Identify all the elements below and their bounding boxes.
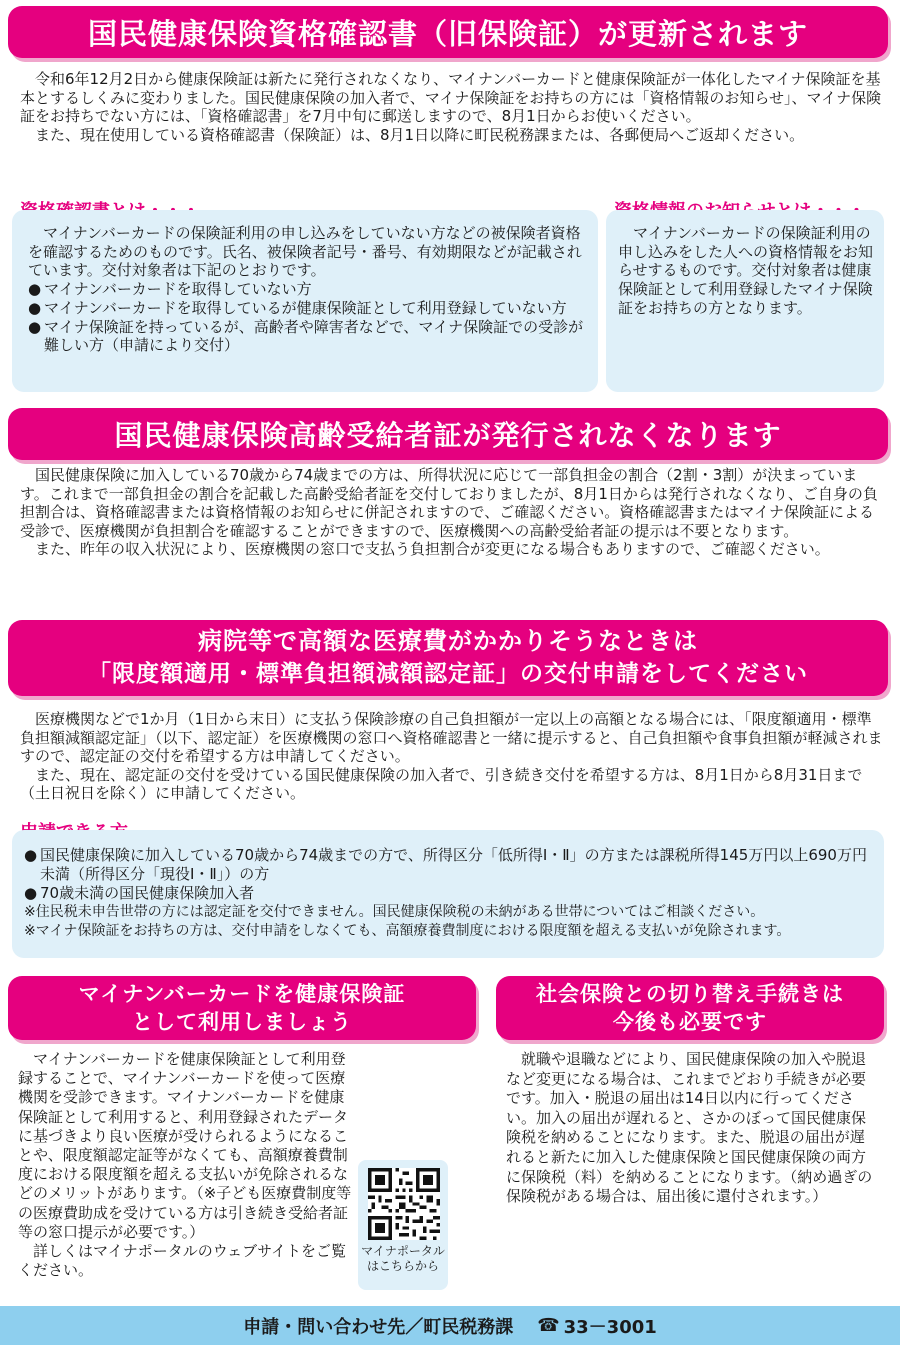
shinsei-note-1: ※住民税未申告世帯の方には認定証を交付できません。国民健康保険税の未納がある世帯についてはご相談ください。 xyxy=(24,904,765,920)
contact-label: 申請・問い合わせ先／町民税務課 xyxy=(243,1316,514,1338)
section3-heading-line1: 病院等で高額な医療費がかかりそうなときは xyxy=(198,627,698,655)
section4-text xyxy=(18,1050,354,1280)
section4-heading-line1: マイナンバーカードを健康保険証 xyxy=(78,982,406,1006)
bullet-icon: ● xyxy=(24,846,38,864)
shinsei-note-2: ※マイナ保険証をお持ちの方は、交付申請をしなくても、高額療養費制度における限度額を超える支払いが免除されます。 xyxy=(24,923,791,939)
shikaku-box-list xyxy=(28,280,588,355)
section2-paragraph-2: また、昨年の収入状況により、医療機関の窓口で支払う負担割合が変更になる場合もありますので、ご確認ください。 xyxy=(35,540,830,559)
qr-code-icon[interactable] xyxy=(368,1168,440,1240)
section4-paragraph-2: 詳しくはマイナポータルのウェブサイトをご覧ください。 xyxy=(18,1242,347,1280)
list-item: ● マイナ保険証を持っているが、高齢者や障害者などで、マイナ保険証での受診が難しい方（申請により交付） xyxy=(28,317,584,355)
shinsei-box-body xyxy=(24,846,876,941)
section2-heading: 国民健康保険高齢受給者証が発行されなくなります xyxy=(114,419,782,452)
list-item: ● マイナンバーカードを取得しているが健康保険証として利用登録していない方 xyxy=(28,298,567,317)
section5-heading-line1: 社会保険との切り替え手続きは xyxy=(536,982,844,1006)
shikaku-box-body xyxy=(28,224,588,355)
list-item: ● 国民健康保険に加入している70歳から74歳までの方で、所得区分「低所得Ⅰ・Ⅱ」の方または課税所得145万円以上690万円未満（所得区分「現役Ⅰ・Ⅱ」）の方 xyxy=(24,846,867,883)
section3-heading-line2: 「限度額適用・標準負担額減額認定証」の交付申請をしてください xyxy=(88,661,808,687)
section1-paragraph-1: 令和6年12月2日から健康保険証は新たに発行されなくなり、マイナンバーカードと健康保険証が一体化したマイナ保険証を基本とするしくみに変わりました。国民健康保険の加入者で、マイナ保険証をお持ちの方には「資格情報のお知らせ」、マイナ保険証をお持ちでない方には、「資格確認書」を7月中旬に郵送しますので、8月1日からお使いください。 xyxy=(20,70,882,126)
section3-paragraph-2: また、現在、認定証の交付を受けている国民健康保険の加入者で、引き続き交付を希望する方は、8月1日から8月31日まで（土日祝日を除く）に申請してください。 xyxy=(20,765,863,803)
section5-text xyxy=(506,1050,876,1207)
bullet-icon: ● xyxy=(28,298,42,317)
qr-caption-line2: はこちらから xyxy=(366,1259,439,1273)
bullet-icon: ● xyxy=(28,280,42,299)
section2-banner xyxy=(8,408,888,460)
section4-paragraph-1: マイナンバーカードを健康保険証として利用登録することで、マイナンバーカードを使って医療機関を受診できます。マイナンバーカードを健康保険証として利用すると、利用登録されたデータに基づきより良い医療が受けられるようになることや、限度額認定証等がなくても、高額療養費制度における限度額を超える支払いが免除されるなどのメリットがあります。（※子ども医療費制度等の医療費助成を受けている方は引き続き受給者証等の窓口提示が必要です。） xyxy=(18,1050,352,1241)
section3-banner xyxy=(8,620,888,696)
section4-banner xyxy=(8,976,476,1040)
bullet-icon: ● xyxy=(24,884,38,902)
section4-heading-line2: として利用しましょう xyxy=(132,1010,352,1034)
shikaku-box-intro: マイナンバーカードの保険証利用の申し込みをしていない方などの被保険者資格を確認するためのものです。氏名、被保険者記号・番号、有効期限などが記載されています。交付対象者は下記のとおりです。 xyxy=(28,224,582,280)
section5-heading-line2: 今後も必要です xyxy=(613,1010,767,1034)
oshirase-box-body xyxy=(618,224,874,318)
section1-heading: 国民健康保険資格確認書（旧保険証）が更新されます xyxy=(87,16,808,51)
phone-number[interactable]: 33－3001 xyxy=(563,1316,657,1338)
section3-paragraph-1: 医療機関などで1か月（1日から末日）に支払う保険診療の自己負担額が一定以上の高額となる場合には、「限度額適用・標準負担額減額認定証」（以下、認定証）を医療機関の窓口へ資格確認書と一緒に提示すると、自己負担額や食事負担額が軽減されますので、認定証の交付を希望する方は申請してください。 xyxy=(20,710,883,766)
section3-text xyxy=(20,710,884,803)
shinsei-box-list xyxy=(24,846,876,903)
contact-footer xyxy=(0,1306,900,1345)
phone-icon: ☎ xyxy=(537,1315,560,1336)
section1-paragraph-2: また、現在使用している資格確認書（保険証）は、8月1日以降に町民税務課または、各郵便局へご返却ください。 xyxy=(35,125,805,144)
list-item: ● 70歳未満の国民健康保険加入者 xyxy=(24,884,255,902)
section1-text xyxy=(20,70,884,144)
oshirase-box-text: マイナンバーカードの保険証利用の申し込みをした人への資格情報をお知らせするものです。交付対象者は健康保険証として利用登録したマイナ保険証をお持ちの方となります。 xyxy=(618,224,874,317)
qr-caption xyxy=(358,1244,448,1274)
qr-caption-line1: マイナポータル xyxy=(361,1244,445,1258)
section1-banner xyxy=(8,6,888,58)
section2-text xyxy=(20,466,884,559)
qr-code-panel[interactable] xyxy=(358,1160,448,1290)
bullet-icon: ● xyxy=(28,317,42,336)
section2-paragraph-1: 国民健康保険に加入している70歳から74歳までの方は、所得状況に応じて一部負担金の割合（2割・3割）が決まっています。これまで一部負担金の割合を記載した高齢受給者証を交付しておりましたが、8月1日からは発行されなくなり、ご自身の負担割合は、資格確認書または資格情報のお知らせに併記されますので、ご確認ください。資格確認書またはマイナ保険証による受診で、医療機関が負担割合を確認することができますので、医療機関への高齢受給者証の提示は不要となります。 xyxy=(20,466,878,540)
list-item: ● マイナンバーカードを取得していない方 xyxy=(28,280,312,299)
section5-banner xyxy=(496,976,884,1040)
section5-paragraph-1: 就職や退職などにより、国民健康保険の加入や脱退など変更になる場合は、これまでどおり手続きが必要です。加入・脱退の届出は14日以内に行ってください。加入の届出が遅れると、さかのぼって国民健康保険税を納めることになります。また、脱退の届出が遅れると新たに加入した健康保険と国民健康保険の両方に保険税（料）を納めることになります。（納め過ぎの保険税がある場合は、届出後に還付されます。） xyxy=(506,1050,873,1206)
